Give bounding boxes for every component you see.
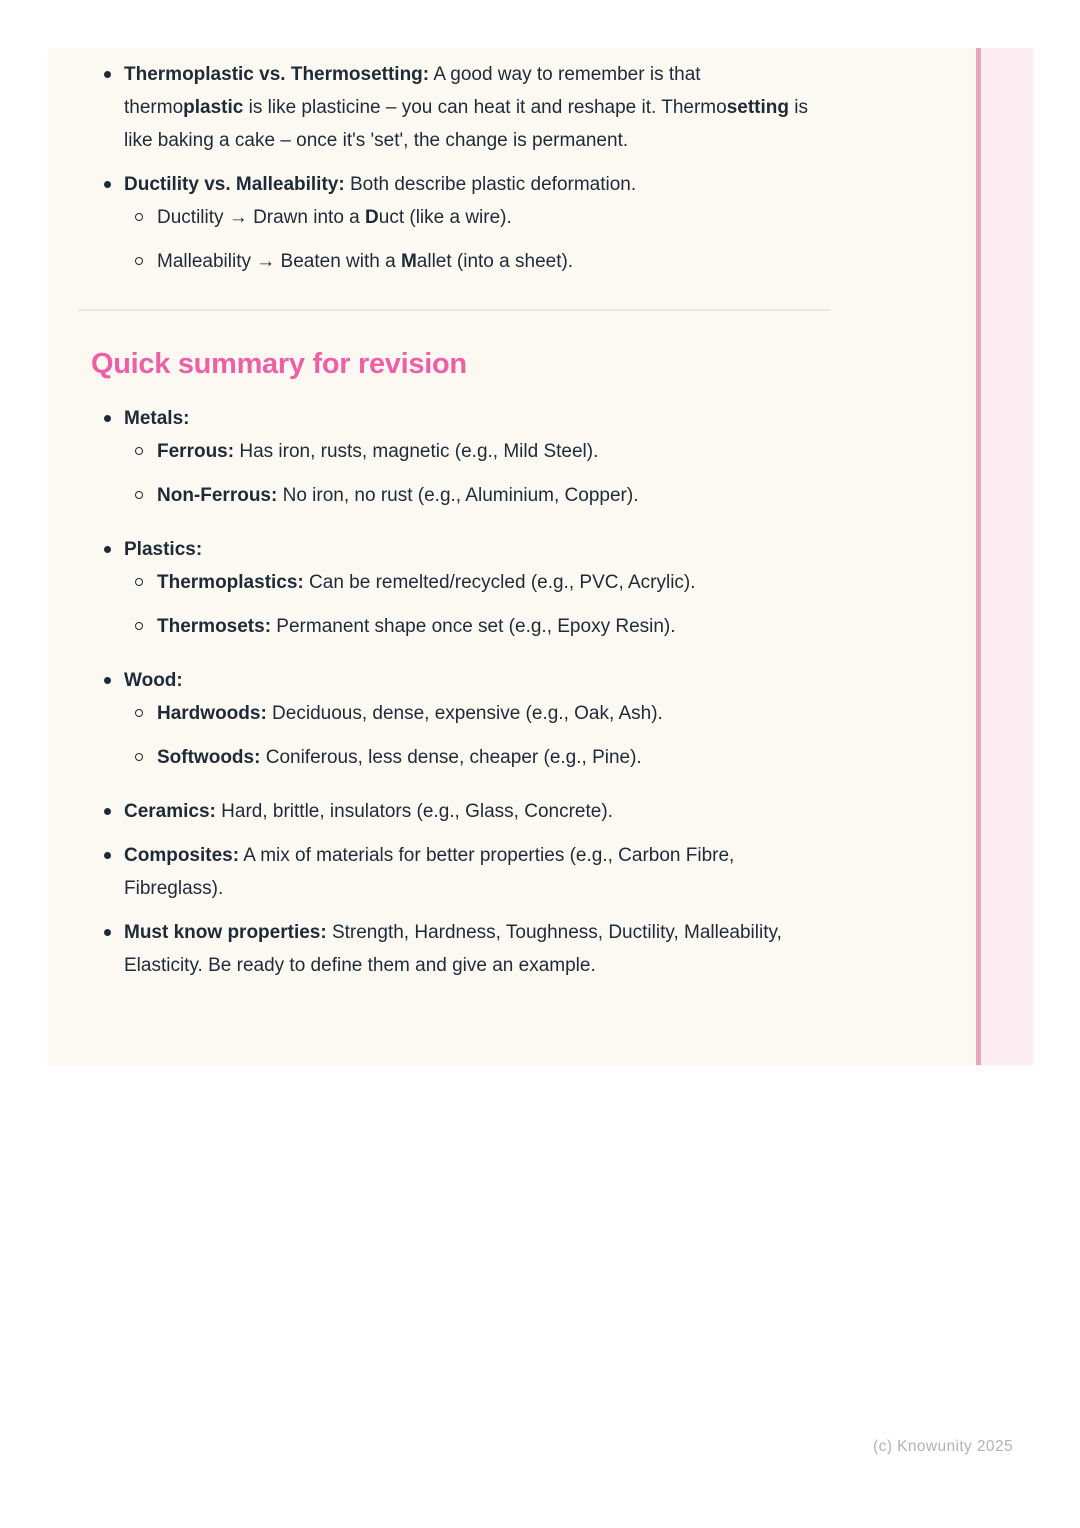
bold-text: Wood:: [124, 670, 183, 691]
text: Strength, Hardness, Toughness, Ductility, Malleability, Elasticity. Be ready to define them and give an example.: [124, 922, 782, 976]
list-item: [78, 795, 814, 828]
sub-list-item: [124, 741, 784, 774]
text: Permanent shape once set (e.g., Epoxy Resin).: [271, 616, 676, 637]
accent-strip: [976, 48, 1033, 1065]
sub-list: [124, 201, 814, 278]
text: uct (like a wire).: [378, 207, 512, 228]
list-item: [78, 916, 814, 982]
bold-text: Must know properties:: [124, 922, 327, 943]
text: A good way to remember is that thermo: [124, 64, 701, 118]
text: allet (into a sheet).: [416, 251, 574, 272]
bold-text: Hardwoods:: [157, 703, 267, 724]
list-item-text: [124, 533, 814, 566]
bold-text: Ductility vs. Malleability:: [124, 174, 345, 195]
bold-text: D: [365, 207, 379, 228]
text: No iron, no rust (e.g., Aluminium, Copper).: [277, 485, 639, 506]
list-item-text: [124, 795, 814, 828]
sub-list-item: [124, 697, 784, 730]
text: Deciduous, dense, expensive (e.g., Oak, Ash).: [266, 703, 663, 724]
list-item-text: [124, 916, 814, 982]
text: Ductility → Drawn into a: [157, 207, 366, 228]
list-item-text: [124, 168, 814, 201]
notes-page-card: [48, 48, 1033, 1065]
list-item: [78, 533, 814, 643]
text: Malleability → Beaten with a: [157, 251, 401, 272]
list-item: [78, 839, 814, 905]
bold-text: Non-Ferrous:: [157, 485, 278, 506]
footer-credit: (c) Knowunity 2025: [873, 1438, 1013, 1455]
sub-list: [124, 697, 814, 774]
text: Can be remelted/recycled (e.g., PVC, Acrylic).: [303, 572, 696, 593]
text: Both describe plastic deformation.: [344, 174, 637, 195]
summary-list: [78, 402, 830, 982]
bold-text: Thermoplastic vs. Thermosetting:: [124, 64, 430, 85]
list-item-text: [124, 58, 814, 157]
bold-text: Softwoods:: [157, 747, 261, 768]
bold-text: Ceramics:: [124, 801, 216, 822]
text: is like plasticine – you can heat it and reshape it. Thermo: [243, 97, 727, 118]
bold-text: Composites:: [124, 845, 240, 866]
bold-text: Ferrous:: [157, 441, 235, 462]
section-heading: Quick summary for revision: [91, 348, 467, 380]
list-item: [78, 664, 814, 774]
bold-text: plastic: [183, 97, 244, 118]
bold-text: Plastics:: [124, 539, 203, 560]
text: is like baking a cake – once it's 'set', the change is permanent.: [124, 97, 808, 151]
sub-list: [124, 435, 814, 512]
list-item: [78, 58, 814, 157]
list-item-text: [124, 402, 814, 435]
sub-list-item: [124, 479, 784, 512]
bold-text: setting: [726, 97, 789, 118]
notes-content: [78, 58, 830, 993]
bold-text: Thermoplastics:: [157, 572, 304, 593]
section-divider: [78, 309, 830, 311]
text: Hard, brittle, insulators (e.g., Glass, Concrete).: [215, 801, 613, 822]
list-item: [78, 402, 814, 512]
bold-text: Thermosets:: [157, 616, 272, 637]
list-item-text: [124, 839, 814, 905]
top-notes-list: [78, 58, 830, 278]
text: Has iron, rusts, magnetic (e.g., Mild Steel).: [234, 441, 599, 462]
bold-text: Metals:: [124, 408, 190, 429]
bold-text: M: [400, 251, 417, 272]
sub-list-item: [124, 245, 784, 278]
sub-list-item: [124, 566, 784, 599]
sub-list: [124, 566, 814, 643]
sub-list-item: [124, 435, 784, 468]
list-item: [78, 168, 814, 278]
sub-list-item: [124, 610, 784, 643]
text: Coniferous, less dense, cheaper (e.g., Pine).: [260, 747, 642, 768]
list-item-text: [124, 664, 814, 697]
text: A mix of materials for better properties (e.g., Carbon Fibre, Fibreglass).: [124, 845, 735, 899]
sub-list-item: [124, 201, 784, 234]
